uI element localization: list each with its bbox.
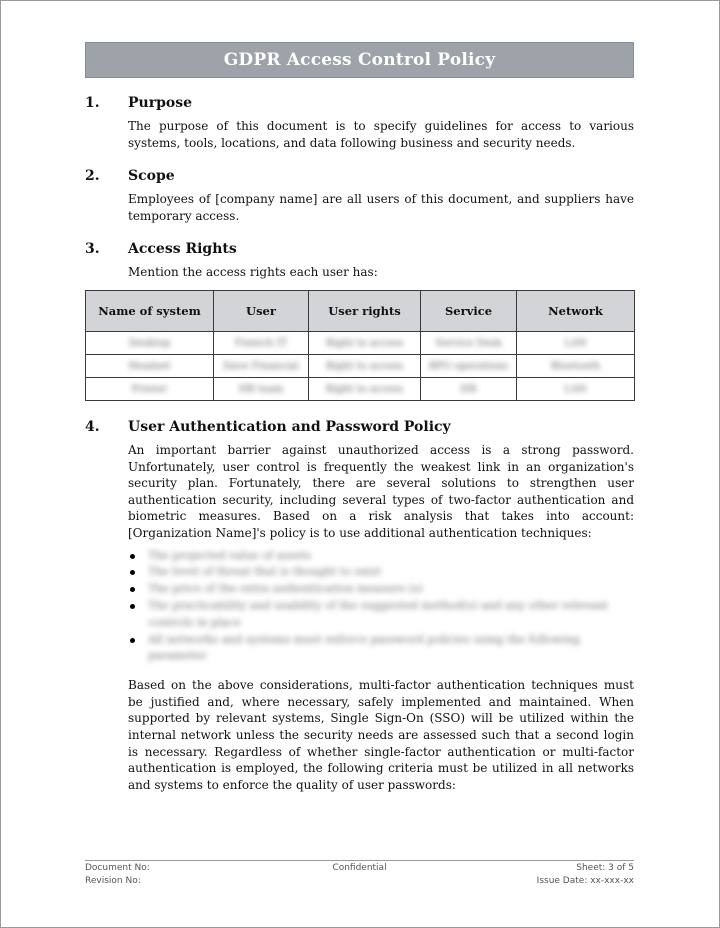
- bullet-icon: [130, 570, 135, 575]
- section-number: 1.: [85, 95, 100, 111]
- section-text: Employees of [company name] are all users of this document, and suppliers have temporary access.: [128, 192, 634, 223]
- section-number: 4.: [85, 419, 100, 435]
- sheet-number: Sheet: 3 of 5: [576, 863, 634, 873]
- section-authentication: [85, 419, 634, 793]
- table-header-row: [86, 291, 635, 332]
- table-cell: Service Desk: [421, 332, 517, 355]
- list-item: All networks and systems must enforce password policies using the following parameter: [128, 632, 634, 666]
- section-number: 3.: [85, 241, 100, 257]
- revision-number-label: Revision No:: [85, 876, 141, 886]
- column-header: Service: [421, 291, 517, 332]
- section-heading: Access Rights: [128, 241, 237, 257]
- document-title: [85, 42, 634, 78]
- section-text: Mention the access rights each user has:: [128, 265, 378, 279]
- table-cell: Right to access: [309, 378, 421, 401]
- column-header: Name of system: [86, 291, 214, 332]
- bullet-icon: [130, 638, 135, 643]
- bullet-list: [128, 548, 634, 666]
- table-cell: HR team: [214, 378, 309, 401]
- section-heading: Purpose: [128, 95, 192, 111]
- table-row: [86, 355, 635, 378]
- section-access-rights: [85, 241, 634, 281]
- document-title-text: GDPR Access Control Policy: [223, 50, 496, 70]
- list-item: The price of the extra authentication measure (s): [128, 581, 634, 598]
- table-cell: Fintech IT: [214, 332, 309, 355]
- issue-date: Issue Date: xx-xxx-xx: [536, 876, 634, 886]
- bullet-icon: [130, 554, 135, 559]
- table-cell: Dave Financial: [214, 355, 309, 378]
- list-item: The level of threat that is thought to exist: [128, 564, 634, 581]
- section-text: The purpose of this document is to specify guidelines for access to various systems, tools, locations, and data following business and security needs.: [128, 119, 634, 150]
- table-cell: Right to access: [309, 355, 421, 378]
- access-rights-table: [85, 290, 635, 401]
- table-cell: Headset: [86, 355, 214, 378]
- bullet-icon: [130, 587, 135, 592]
- table-row: [86, 378, 635, 401]
- table-cell: Bluetooth: [517, 355, 635, 378]
- section-purpose: [85, 95, 634, 151]
- table-cell: Desktop: [86, 332, 214, 355]
- table-cell: BPO operations: [421, 355, 517, 378]
- section-number: 2.: [85, 168, 100, 184]
- section-scope: [85, 168, 634, 224]
- footer-divider: [85, 860, 634, 861]
- section-heading: Scope: [128, 168, 175, 184]
- list-item: The practicability and usability of the suggested method(s) and any other relevant controls in place: [128, 598, 634, 632]
- column-header: Network: [517, 291, 635, 332]
- section-text-continued: Based on the above considerations, multi-factor authentication techniques must be justified and, where necessary, safely implemented and maintained. When supported by relevant systems, Single Sign-On (SSO) will be utilized within the internal network unless the security needs are assessed such that a second login is necessary. Regardless of whether single-factor authentication or multi-factor authentication is employed, the following criteria must be utilized in all networks and systems to enforce the quality of user passwords:: [128, 678, 634, 792]
- table-cell: LAN: [517, 332, 635, 355]
- confidential-label: Confidential: [332, 863, 387, 873]
- table-cell: Printer: [86, 378, 214, 401]
- table-row: [86, 332, 635, 355]
- table-cell: HR: [421, 378, 517, 401]
- bullet-icon: [130, 604, 135, 609]
- document-number-label: Document No:: [85, 863, 150, 873]
- section-text: An important barrier against unauthorized access is a strong password. Unfortunately, user control is frequently the weakest link in an organization's security plan. Fortunately, there are several solutions to strengthen user authentication security, including several types of two-factor authentication and biometric measures. Based on a risk analysis that takes into account: [Organization Name]'s policy is to use additional authentication techniques:: [128, 443, 634, 540]
- column-header: User: [214, 291, 309, 332]
- section-heading: User Authentication and Password Policy: [128, 419, 451, 435]
- column-header: User rights: [309, 291, 421, 332]
- table-cell: LAN: [517, 378, 635, 401]
- list-item: The projected value of assets: [128, 548, 634, 565]
- table-cell: Right to access: [309, 332, 421, 355]
